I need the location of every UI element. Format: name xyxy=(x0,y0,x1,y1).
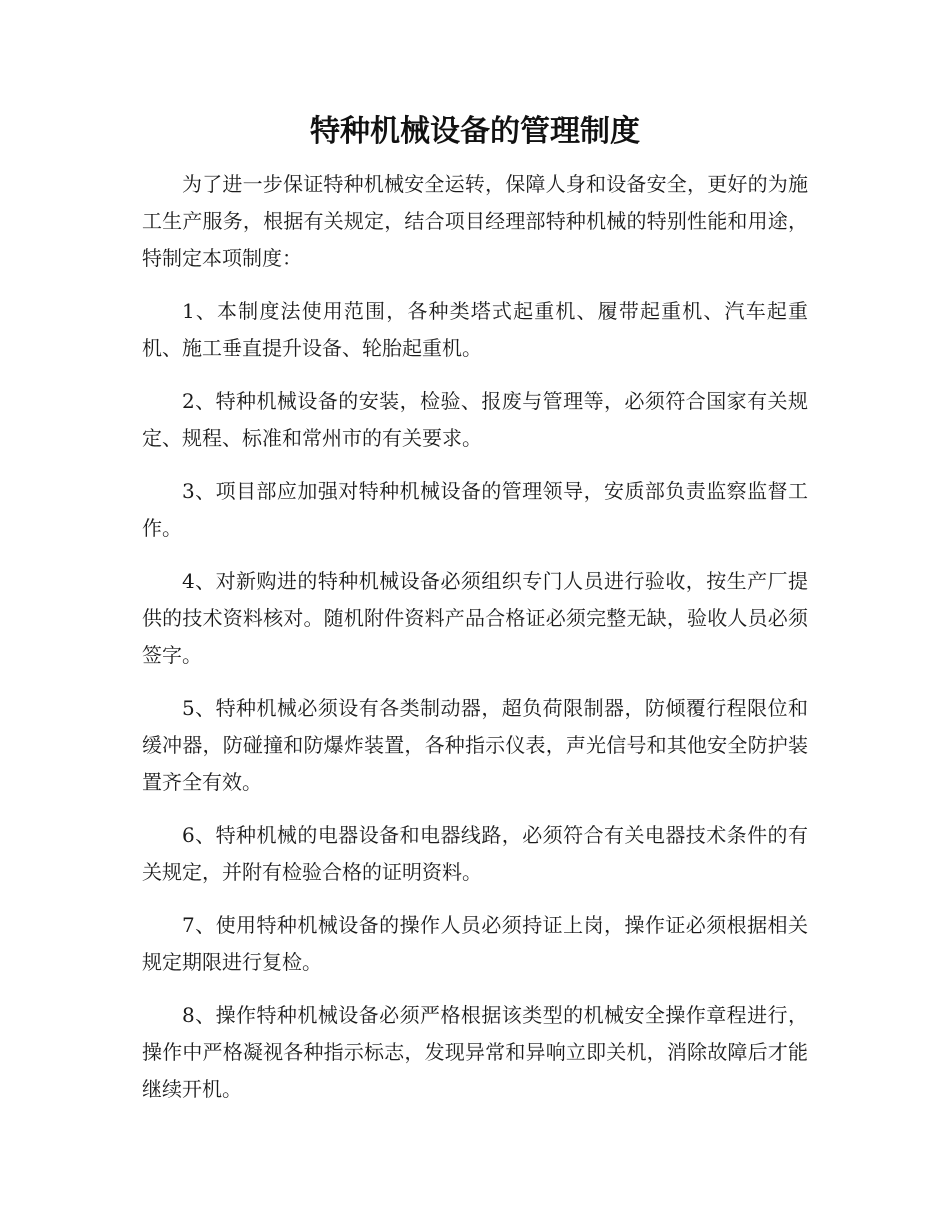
paragraph-item-2: 2、特种机械设备的安装，检验、报废与管理等，必须符合国家有关规定、规程、标准和常州市的有关要求。 xyxy=(142,389,808,450)
document-title: 特种机械设备的管理制度 xyxy=(310,114,640,149)
paragraph-item-4: 4、对新购进的特种机械设备必须组织专门人员进行验收，按生产厂提供的技术资料核对。随机附件资料产品合格证必须完整无缺，验收人员必须签字。 xyxy=(142,569,808,667)
paragraph-item-7: 7、使用特种机械设备的操作人员必须持证上岗，操作证必须根据相关规定期限进行复检。 xyxy=(142,913,808,974)
paragraph-item-1: 1、本制度法使用范围，各种类塔式起重机、履带起重机、汽车起重机、施工垂直提升设备、轮胎起重机。 xyxy=(142,299,808,360)
paragraph-item-3: 3、项目部应加强对特种机械设备的管理领导，安质部负责监察监督工作。 xyxy=(142,479,808,540)
paragraph-intro: 为了进一步保证特种机械安全运转，保障人身和设备安全，更好的为施工生产服务，根据有关规定，结合项目经理部特种机械的特别性能和用途，特制定本项制度： xyxy=(142,172,808,270)
paragraph-item-6: 6、特种机械的电器设备和电器线路，必须符合有关电器技术条件的有关规定，并附有检验合格的证明资料。 xyxy=(142,823,808,884)
paragraph-item-8: 8、操作特种机械设备必须严格根据该类型的机械安全操作章程进行，操作中严格凝视各种指示标志，发现异常和异响立即关机，消除故障后才能继续开机。 xyxy=(142,1003,808,1101)
document-body xyxy=(142,166,808,1124)
paragraph-item-5: 5、特种机械必须设有各类制动器，超负荷限制器，防倾覆行程限位和缓冲器，防碰撞和防爆炸装置，各种指示仪表，声光信号和其他安全防护装置齐全有效。 xyxy=(142,696,808,794)
